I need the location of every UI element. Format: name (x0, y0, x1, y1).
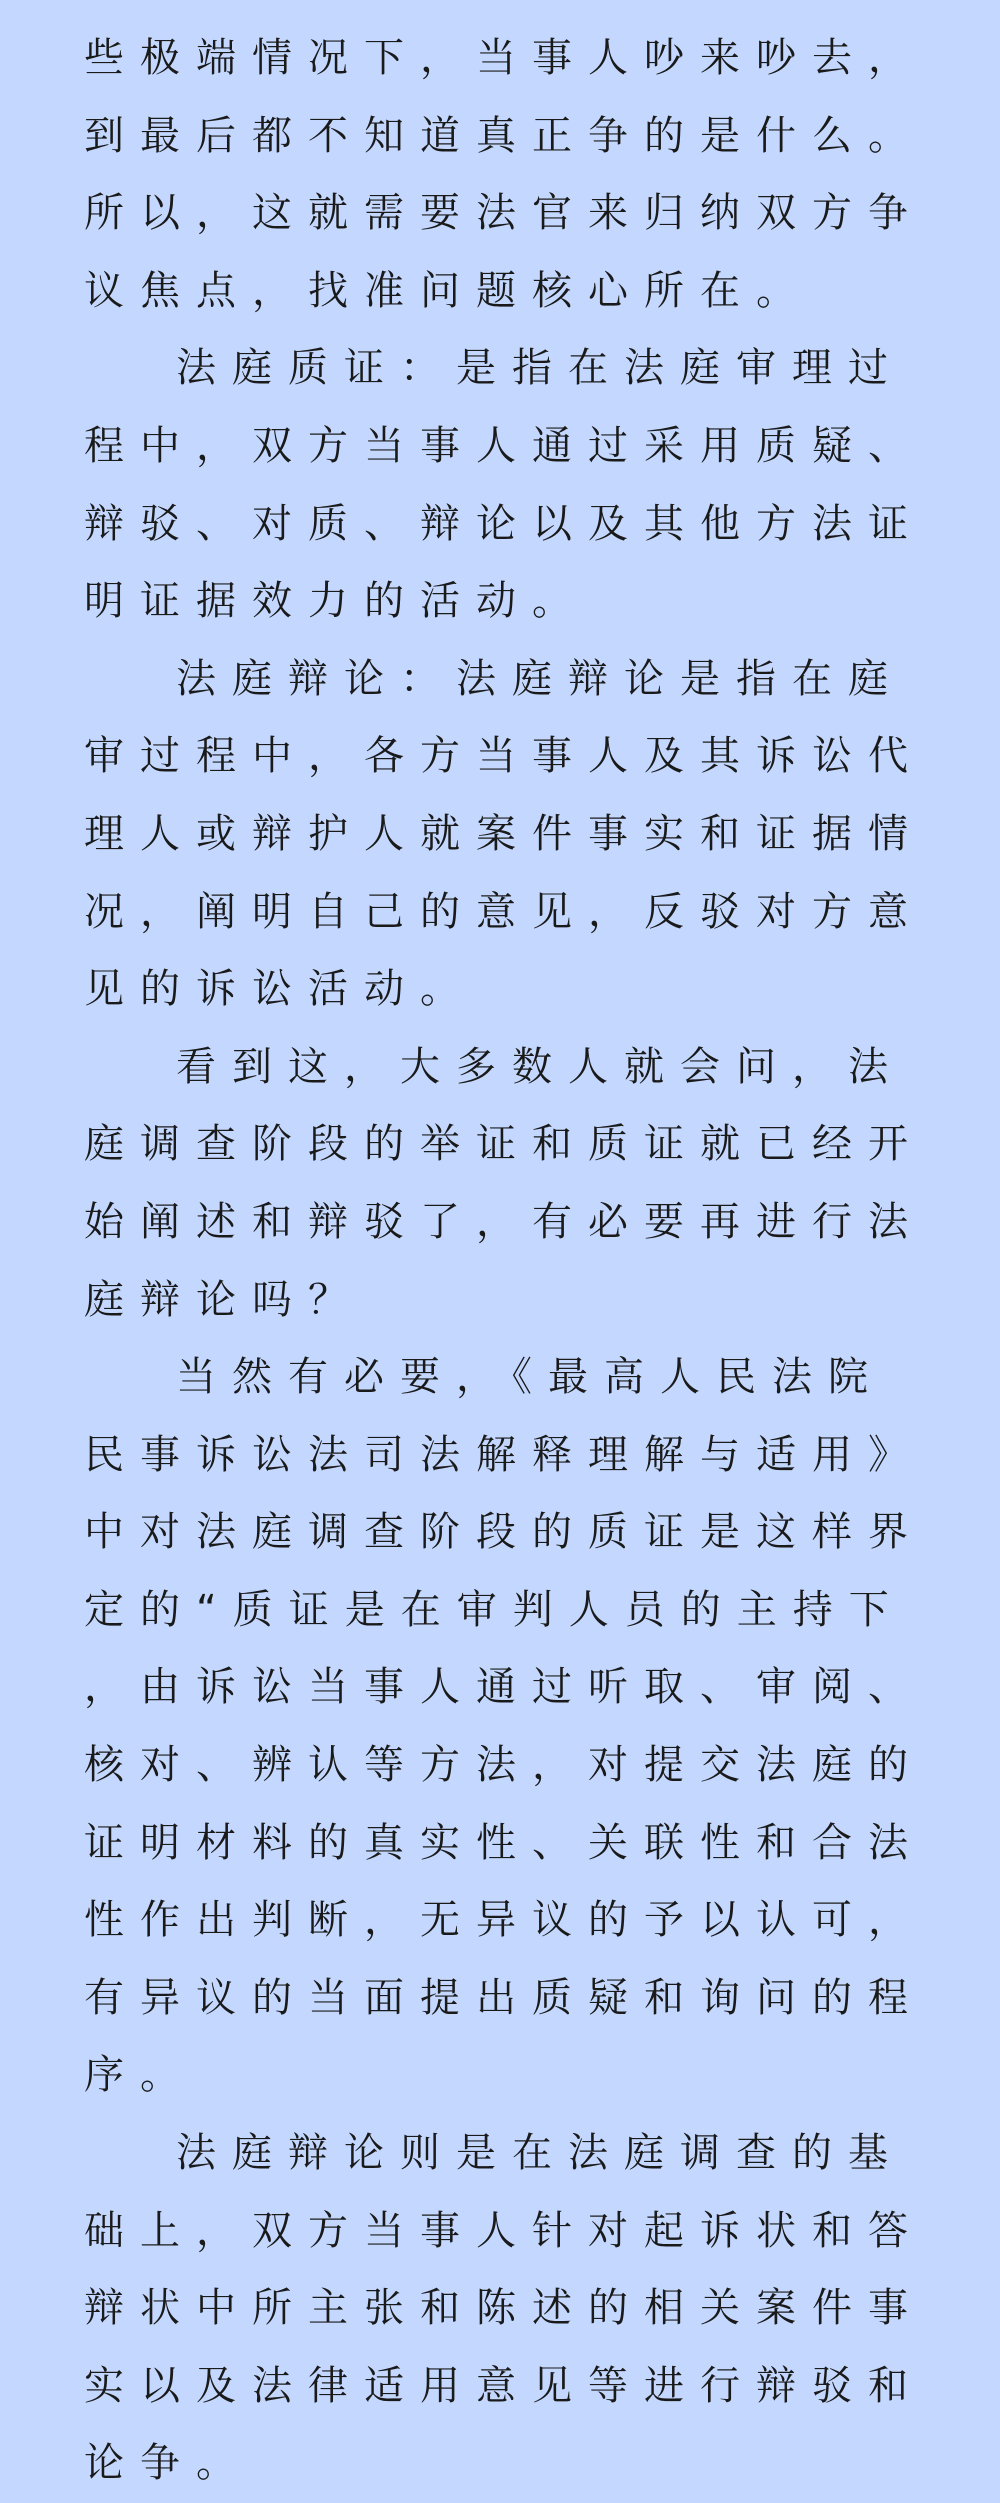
text-line: 证明材料的真实性、关联性和合法 (84, 1819, 924, 1866)
text-line: 看到这，大多数人就会问，法 (176, 1043, 904, 1090)
text-line: 中对法庭调查阶段的质证是这样界 (84, 1509, 924, 1556)
text-line: 民事诉讼法司法解释理解与适用》 (84, 1431, 924, 1478)
text-line: 础上，双方当事人针对起诉状和答 (84, 2207, 924, 2254)
text-line: 辩驳、对质、辩论以及其他方法证 (84, 500, 924, 547)
text-line: 些极端情况下，当事人吵来吵去， (84, 35, 924, 81)
text-line: ，由诉讼当事人通过听取、审阅、 (84, 1664, 924, 1711)
text-line: 当然有必要，《最高人民法院 (176, 1354, 884, 1401)
text-line: 定的“质证是在审判人员的主持下 (84, 1586, 905, 1633)
text-line: 法庭辩论：法庭辩论是指在庭 (176, 655, 904, 702)
text-line: 庭调查阶段的举证和质证就已经开 (84, 1121, 924, 1168)
text-line: 实以及法律适用意见等进行辩驳和 (84, 2362, 924, 2409)
text-line: 所以，这就需要法官来归纳双方争 (84, 190, 924, 237)
text-line: 法庭辩论则是在法庭调查的基 (176, 2130, 904, 2177)
text-line: 序。 (84, 2052, 196, 2099)
text-line: 始阐述和辩驳了，有必要再进行法 (84, 1198, 924, 1245)
text-line: 辩状中所主张和陈述的相关案件事 (84, 2285, 924, 2332)
text-line: 议焦点，找准问题核心所在。 (84, 267, 812, 314)
text-line: 理人或辩护人就案件事实和证据情 (84, 810, 924, 857)
text-line: 程中，双方当事人通过采用质疑、 (84, 422, 924, 469)
text-line: 见的诉讼活动。 (84, 966, 476, 1013)
text-line: 有异议的当面提出质疑和询问的程 (84, 1974, 924, 2021)
text-line: 到最后都不知道真正争的是什么。 (84, 112, 924, 159)
text-line: 法庭质证：是指在法庭审理过 (176, 345, 904, 392)
text-line: 庭辩论吗？ (84, 1276, 364, 1323)
text-line: 性作出判断，无异议的予以认可， (84, 1897, 924, 1944)
text-line: 核对、辨认等方法，对提交法庭的 (84, 1742, 924, 1789)
text-line: 况，阐明自己的意见，反驳对方意 (84, 888, 924, 935)
text-line: 审过程中，各方当事人及其诉讼代 (84, 733, 924, 780)
text-line: 明证据效力的活动。 (84, 578, 588, 625)
text-line: 论争。 (84, 2440, 252, 2487)
article-body (84, 20, 924, 2503)
